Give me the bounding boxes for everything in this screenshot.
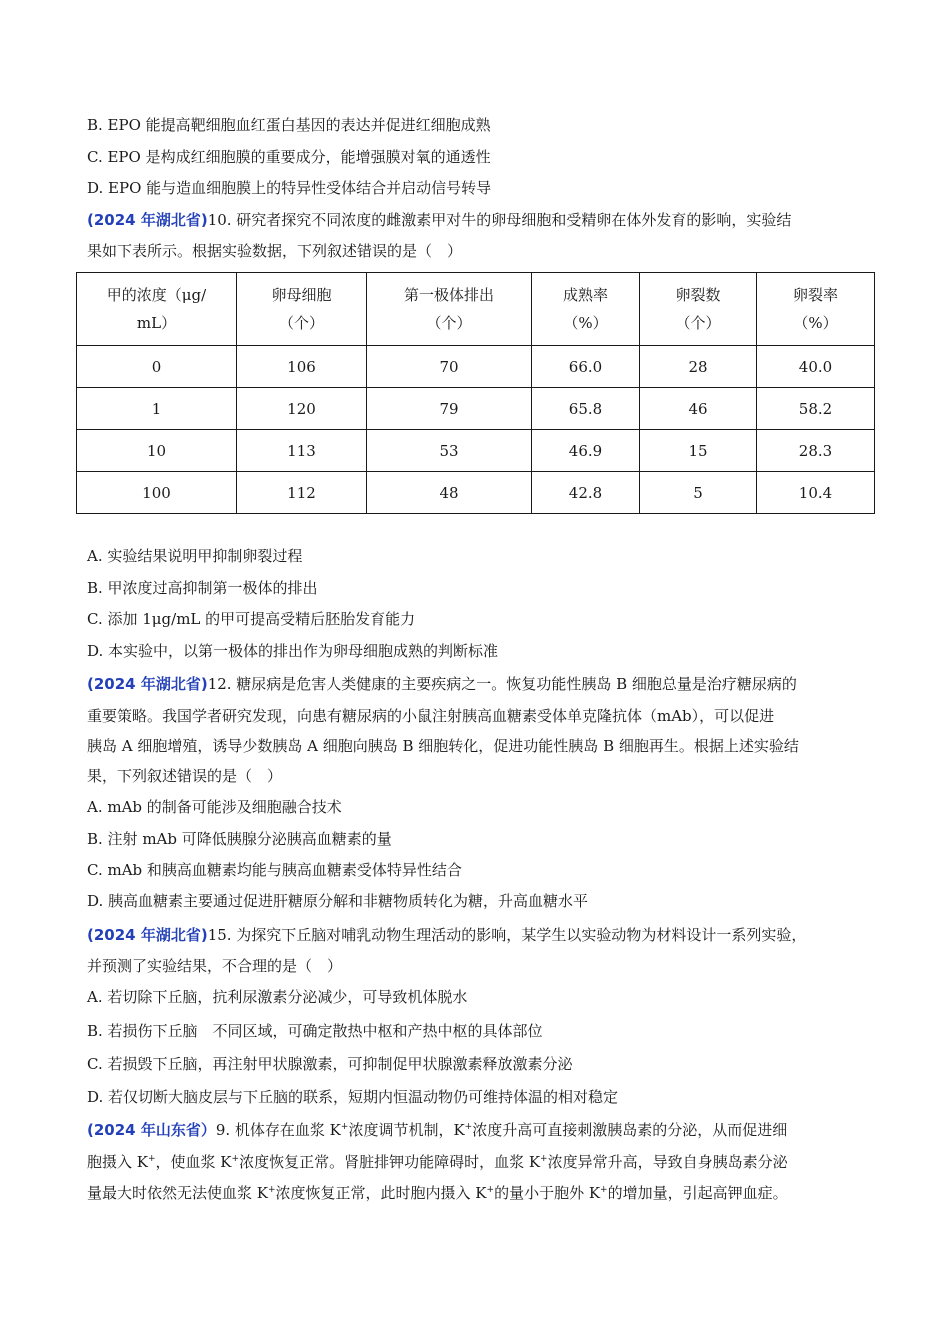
- table-row: [77, 430, 875, 472]
- question-text: 12. 糖尿病是危害人类健康的主要疾病之一。恢复功能性胰岛 B 细胞总量是治疗糖尿病的: [207, 675, 797, 693]
- question-10-stem-cont: 果如下表所示。根据实验数据，下列叙述错误的是（ ）: [87, 242, 463, 260]
- results-table: [76, 272, 875, 514]
- q10-option-a: A. 实验结果说明甲抑制卵裂过程: [87, 547, 303, 565]
- question-12-stem-cont: 胰岛 A 细胞增殖，诱导少数胰岛 A 细胞向胰岛 B 细胞转化，促进功能性胰岛 B 细胞再生。根据上述实验结: [87, 737, 799, 755]
- question-12-stem: [87, 673, 877, 695]
- table-cell: 58.2: [757, 388, 875, 430]
- table-cell: 113: [237, 430, 367, 472]
- option-c-epo: C. EPO 是构成红细胞膜的重要成分，能增强膜对氧的通透性: [87, 148, 491, 166]
- table-cell: 66.0: [532, 346, 640, 388]
- table-cell: 70: [367, 346, 532, 388]
- q10-option-b: B. 甲浓度过高抑制第一极体的排出: [87, 579, 318, 597]
- table-cell: 5: [640, 472, 757, 514]
- table-cell: 28.3: [757, 430, 875, 472]
- table-cell: 10: [77, 430, 237, 472]
- table-cell: 40.0: [757, 346, 875, 388]
- header-cell: 第一极体排出 （个）: [367, 273, 532, 346]
- source-tag: (2024 年湖北省): [87, 211, 208, 229]
- question-15-stem: [87, 924, 877, 946]
- source-tag: (2024 年湖北省): [87, 926, 208, 944]
- q12-option-a: A. mAb 的制备可能涉及细胞融合技术: [87, 798, 342, 816]
- question-9-stem-cont: 胞摄入 K+，使血浆 K+浓度恢复正常。肾脏排钾功能障碍时，血浆 K+浓度异常升高，导致自身胰岛素分泌: [87, 1153, 788, 1171]
- table-cell: 15: [640, 430, 757, 472]
- table-cell: 48: [367, 472, 532, 514]
- q12-option-c: C. mAb 和胰高血糖素均能与胰高血糖素受体特异性结合: [87, 861, 462, 879]
- question-9-stem: (2024 年山东省）9. 机体存在血浆 K+浓度调节机制，K+浓度升高可直接刺激胰岛素的分泌，从而促进细: [87, 1121, 788, 1139]
- table-cell: 10.4: [757, 472, 875, 514]
- table-header-row: [77, 273, 875, 346]
- table-cell: 106: [237, 346, 367, 388]
- header-cell: 卵裂率 （%）: [757, 273, 875, 346]
- header-cell: 卵母细胞 （个）: [237, 273, 367, 346]
- q15-option-b: B. 若损伤下丘脑 不同区域，可确定散热中枢和产热中枢的具体部位: [87, 1022, 543, 1040]
- q12-option-d: D. 胰高血糖素主要通过促进肝糖原分解和非糖物质转化为糖，升高血糖水平: [87, 892, 589, 910]
- q12-option-b: B. 注射 mAb 可降低胰腺分泌胰高血糖素的量: [87, 830, 392, 848]
- table-row: [77, 346, 875, 388]
- table-cell: 100: [77, 472, 237, 514]
- table-cell: 42.8: [532, 472, 640, 514]
- source-tag: (2024 年湖北省): [87, 675, 208, 693]
- header-cell: 卵裂数 （个）: [640, 273, 757, 346]
- header-cell: 甲的浓度（μg/ mL）: [77, 273, 237, 346]
- table-cell: 79: [367, 388, 532, 430]
- q10-option-d: D. 本实验中，以第一极体的排出作为卵母细胞成熟的判断标准: [87, 642, 499, 660]
- q10-option-c: C. 添加 1μg/mL 的甲可提高受精后胚胎发育能力: [87, 610, 416, 628]
- question-10-stem: [87, 209, 877, 231]
- question-12-stem-cont: 重要策略。我国学者研究发现，向患有糖尿病的小鼠注射胰高血糖素受体单克隆抗体（mAb），可以促进: [87, 707, 775, 725]
- header-cell: 成熟率 （%）: [532, 273, 640, 346]
- table-row: [77, 388, 875, 430]
- source-tag: (2024 年山东省）: [87, 1121, 216, 1139]
- q15-option-c: C. 若损毁下丘脑，再注射甲状腺激素，可抑制促甲状腺激素释放激素分泌: [87, 1055, 573, 1073]
- question-15-stem-cont: 并预测了实验结果，不合理的是（ ）: [87, 957, 343, 975]
- table-cell: 120: [237, 388, 367, 430]
- q15-option-d: D. 若仅切断大脑皮层与下丘脑的联系，短期内恒温动物仍可维持体温的相对稳定: [87, 1088, 619, 1106]
- option-d-epo: D. EPO 能与造血细胞膜上的特异性受体结合并启动信号转导: [87, 179, 492, 197]
- table-cell: 53: [367, 430, 532, 472]
- table-cell: 46.9: [532, 430, 640, 472]
- option-b-epo: B. EPO 能提高靶细胞血红蛋白基因的表达并促进红细胞成熟: [87, 116, 491, 134]
- table-cell: 65.8: [532, 388, 640, 430]
- table-cell: 112: [237, 472, 367, 514]
- question-12-stem-cont: 果，下列叙述错误的是（ ）: [87, 767, 283, 785]
- table-cell: 0: [77, 346, 237, 388]
- question-9-stem-cont: 量最大时依然无法使血浆 K+浓度恢复正常，此时胞内摄入 K+的量小于胞外 K+的增加量，引起高钾血症。: [87, 1184, 788, 1202]
- q15-option-a: A. 若切除下丘脑，抗利尿激素分泌减少，可导致机体脱水: [87, 988, 468, 1006]
- table-row: [77, 472, 875, 514]
- question-text: 15. 为探究下丘脑对哺乳动物生理活动的影响，某学生以实验动物为材料设计一系列实验，: [207, 926, 807, 944]
- table-cell: 28: [640, 346, 757, 388]
- table-cell: 1: [77, 388, 237, 430]
- question-text: 10. 研究者探究不同浓度的雌激素甲对牛的卵母细胞和受精卵在体外发育的影响，实验结: [207, 211, 792, 229]
- table-cell: 46: [640, 388, 757, 430]
